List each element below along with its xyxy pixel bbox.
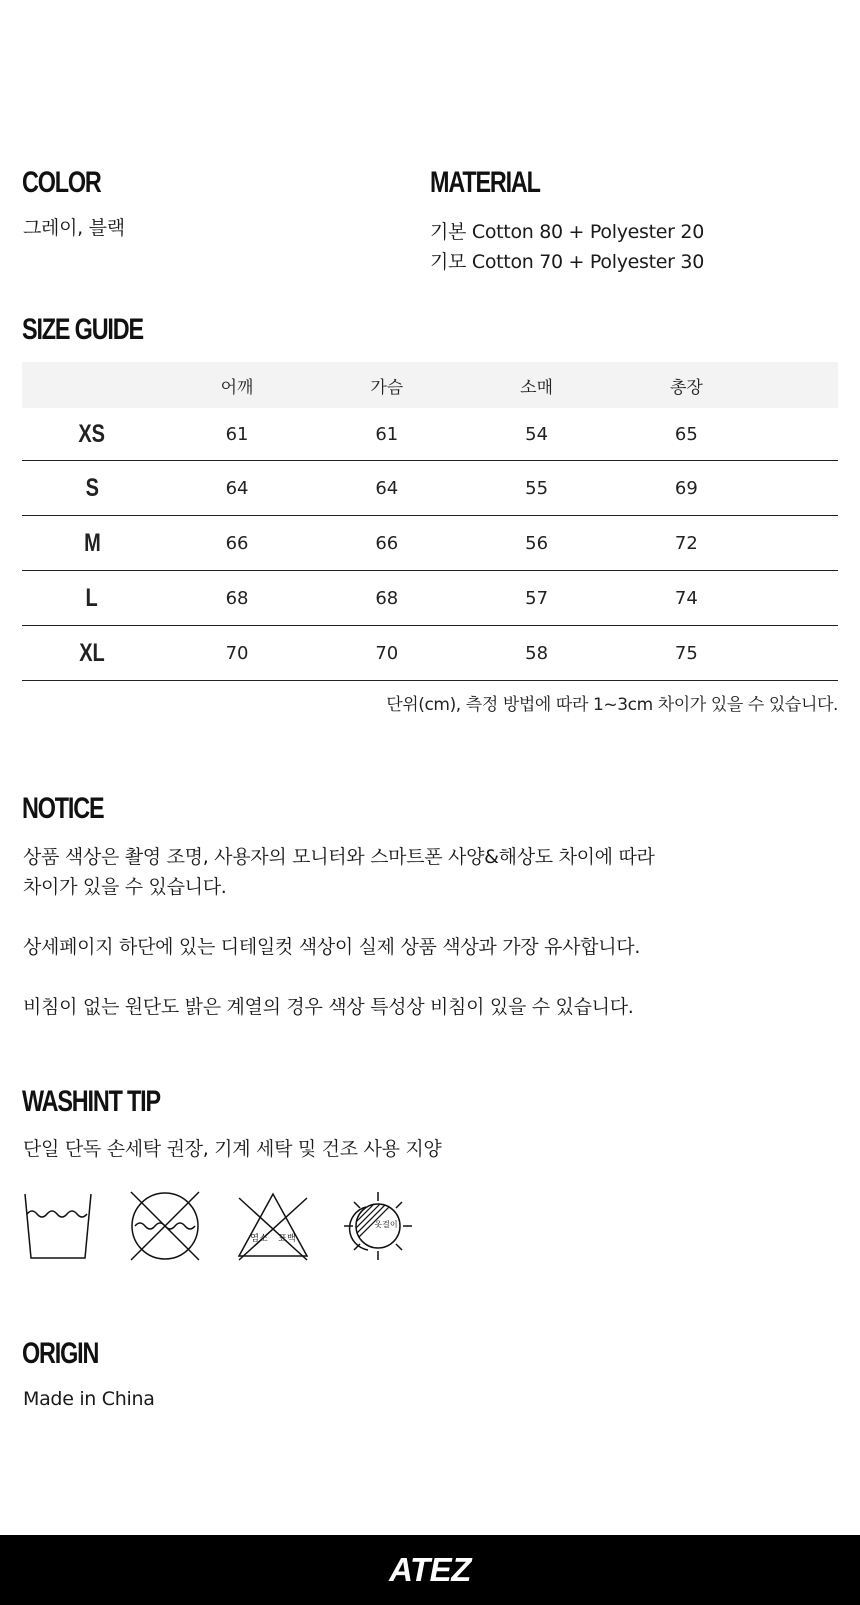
- hand-wash-icon: [22, 1190, 94, 1262]
- col-header-sleeve: 소매: [462, 362, 612, 408]
- table-row: [22, 626, 838, 681]
- table-cell: 68: [162, 571, 312, 626]
- brand-logo[interactable]: ATEZ: [389, 1551, 471, 1588]
- size-label: L: [85, 583, 99, 612]
- table-row: [22, 516, 838, 571]
- table-cell: 70: [312, 626, 462, 681]
- table-cell: 66: [312, 516, 462, 571]
- table-cell: 75: [611, 626, 761, 681]
- hanger-dry-icon: [342, 1190, 414, 1262]
- size-label: XL: [79, 638, 105, 667]
- notice-line-2: 차이가 있을 수 있습니다.: [23, 876, 227, 898]
- size-table: [22, 362, 838, 681]
- notice-heading: NOTICE: [22, 792, 104, 825]
- table-cell: 57: [462, 571, 612, 626]
- table-row: [22, 408, 838, 461]
- table-cell: 74: [611, 571, 761, 626]
- origin-value: Made in China: [23, 1388, 155, 1410]
- col-header-shoulder: 어깨: [162, 362, 312, 408]
- size-label: M: [83, 528, 101, 557]
- table-cell: 66: [162, 516, 312, 571]
- no-bleach-icon: [235, 1190, 311, 1262]
- notice-line-3: 상세페이지 하단에 있는 디테일컷 색상이 실제 상품 색상과 가장 유사합니다.: [23, 936, 641, 958]
- table-cell: 72: [611, 516, 761, 571]
- col-header-length: 총장: [611, 362, 761, 408]
- no-bleach-label-2: 표백: [278, 1234, 296, 1244]
- table-cell: 54: [462, 408, 612, 461]
- table-row: [22, 571, 838, 626]
- washing-heading: WASHINT TIP: [22, 1085, 160, 1118]
- material-line-1: 기본 Cotton 80 + Polyester 20: [430, 221, 705, 243]
- notice-line-4: 비침이 없는 원단도 밝은 계열의 경우 색상 특성상 비침이 있을 수 있습니다.: [23, 996, 634, 1018]
- footer-bar: [0, 1535, 860, 1605]
- color-heading: COLOR: [22, 166, 101, 199]
- no-machine-wash-icon: [129, 1190, 201, 1262]
- color-value: 그레이, 블랙: [23, 217, 125, 239]
- table-cell: 61: [312, 408, 462, 461]
- size-label: XS: [78, 419, 106, 448]
- table-cell: 69: [611, 461, 761, 516]
- table-cell: 68: [312, 571, 462, 626]
- table-cell: 64: [162, 461, 312, 516]
- size-table-header: [22, 362, 838, 408]
- table-row: [22, 461, 838, 516]
- material-heading: MATERIAL: [430, 166, 540, 199]
- size-label: S: [85, 473, 99, 502]
- size-note: 단위(cm), 측정 방법에 따라 1~3cm 차이가 있을 수 있습니다.: [386, 695, 838, 715]
- table-cell: 64: [312, 461, 462, 516]
- notice-line-1: 상품 색상은 촬영 조명, 사용자의 모니터와 스마트폰 사양&해상도 차이에 따라: [23, 846, 655, 868]
- table-cell: 55: [462, 461, 612, 516]
- hanger-dry-label: 옷걸이: [374, 1220, 398, 1229]
- washing-text: 단일 단독 손세탁 권장, 기계 세탁 및 건조 사용 지양: [23, 1138, 442, 1160]
- material-line-2: 기모 Cotton 70 + Polyester 30: [430, 251, 705, 273]
- table-cell: 61: [162, 408, 312, 461]
- origin-heading: ORIGIN: [22, 1337, 99, 1370]
- col-header-chest: 가슴: [312, 362, 462, 408]
- table-cell: 70: [162, 626, 312, 681]
- no-bleach-label-1: 염소: [250, 1234, 268, 1244]
- table-cell: 56: [462, 516, 612, 571]
- table-cell: 58: [462, 626, 612, 681]
- table-cell: 65: [611, 408, 761, 461]
- size-guide-heading: SIZE GUIDE: [22, 313, 143, 346]
- col-header-size: [22, 362, 162, 408]
